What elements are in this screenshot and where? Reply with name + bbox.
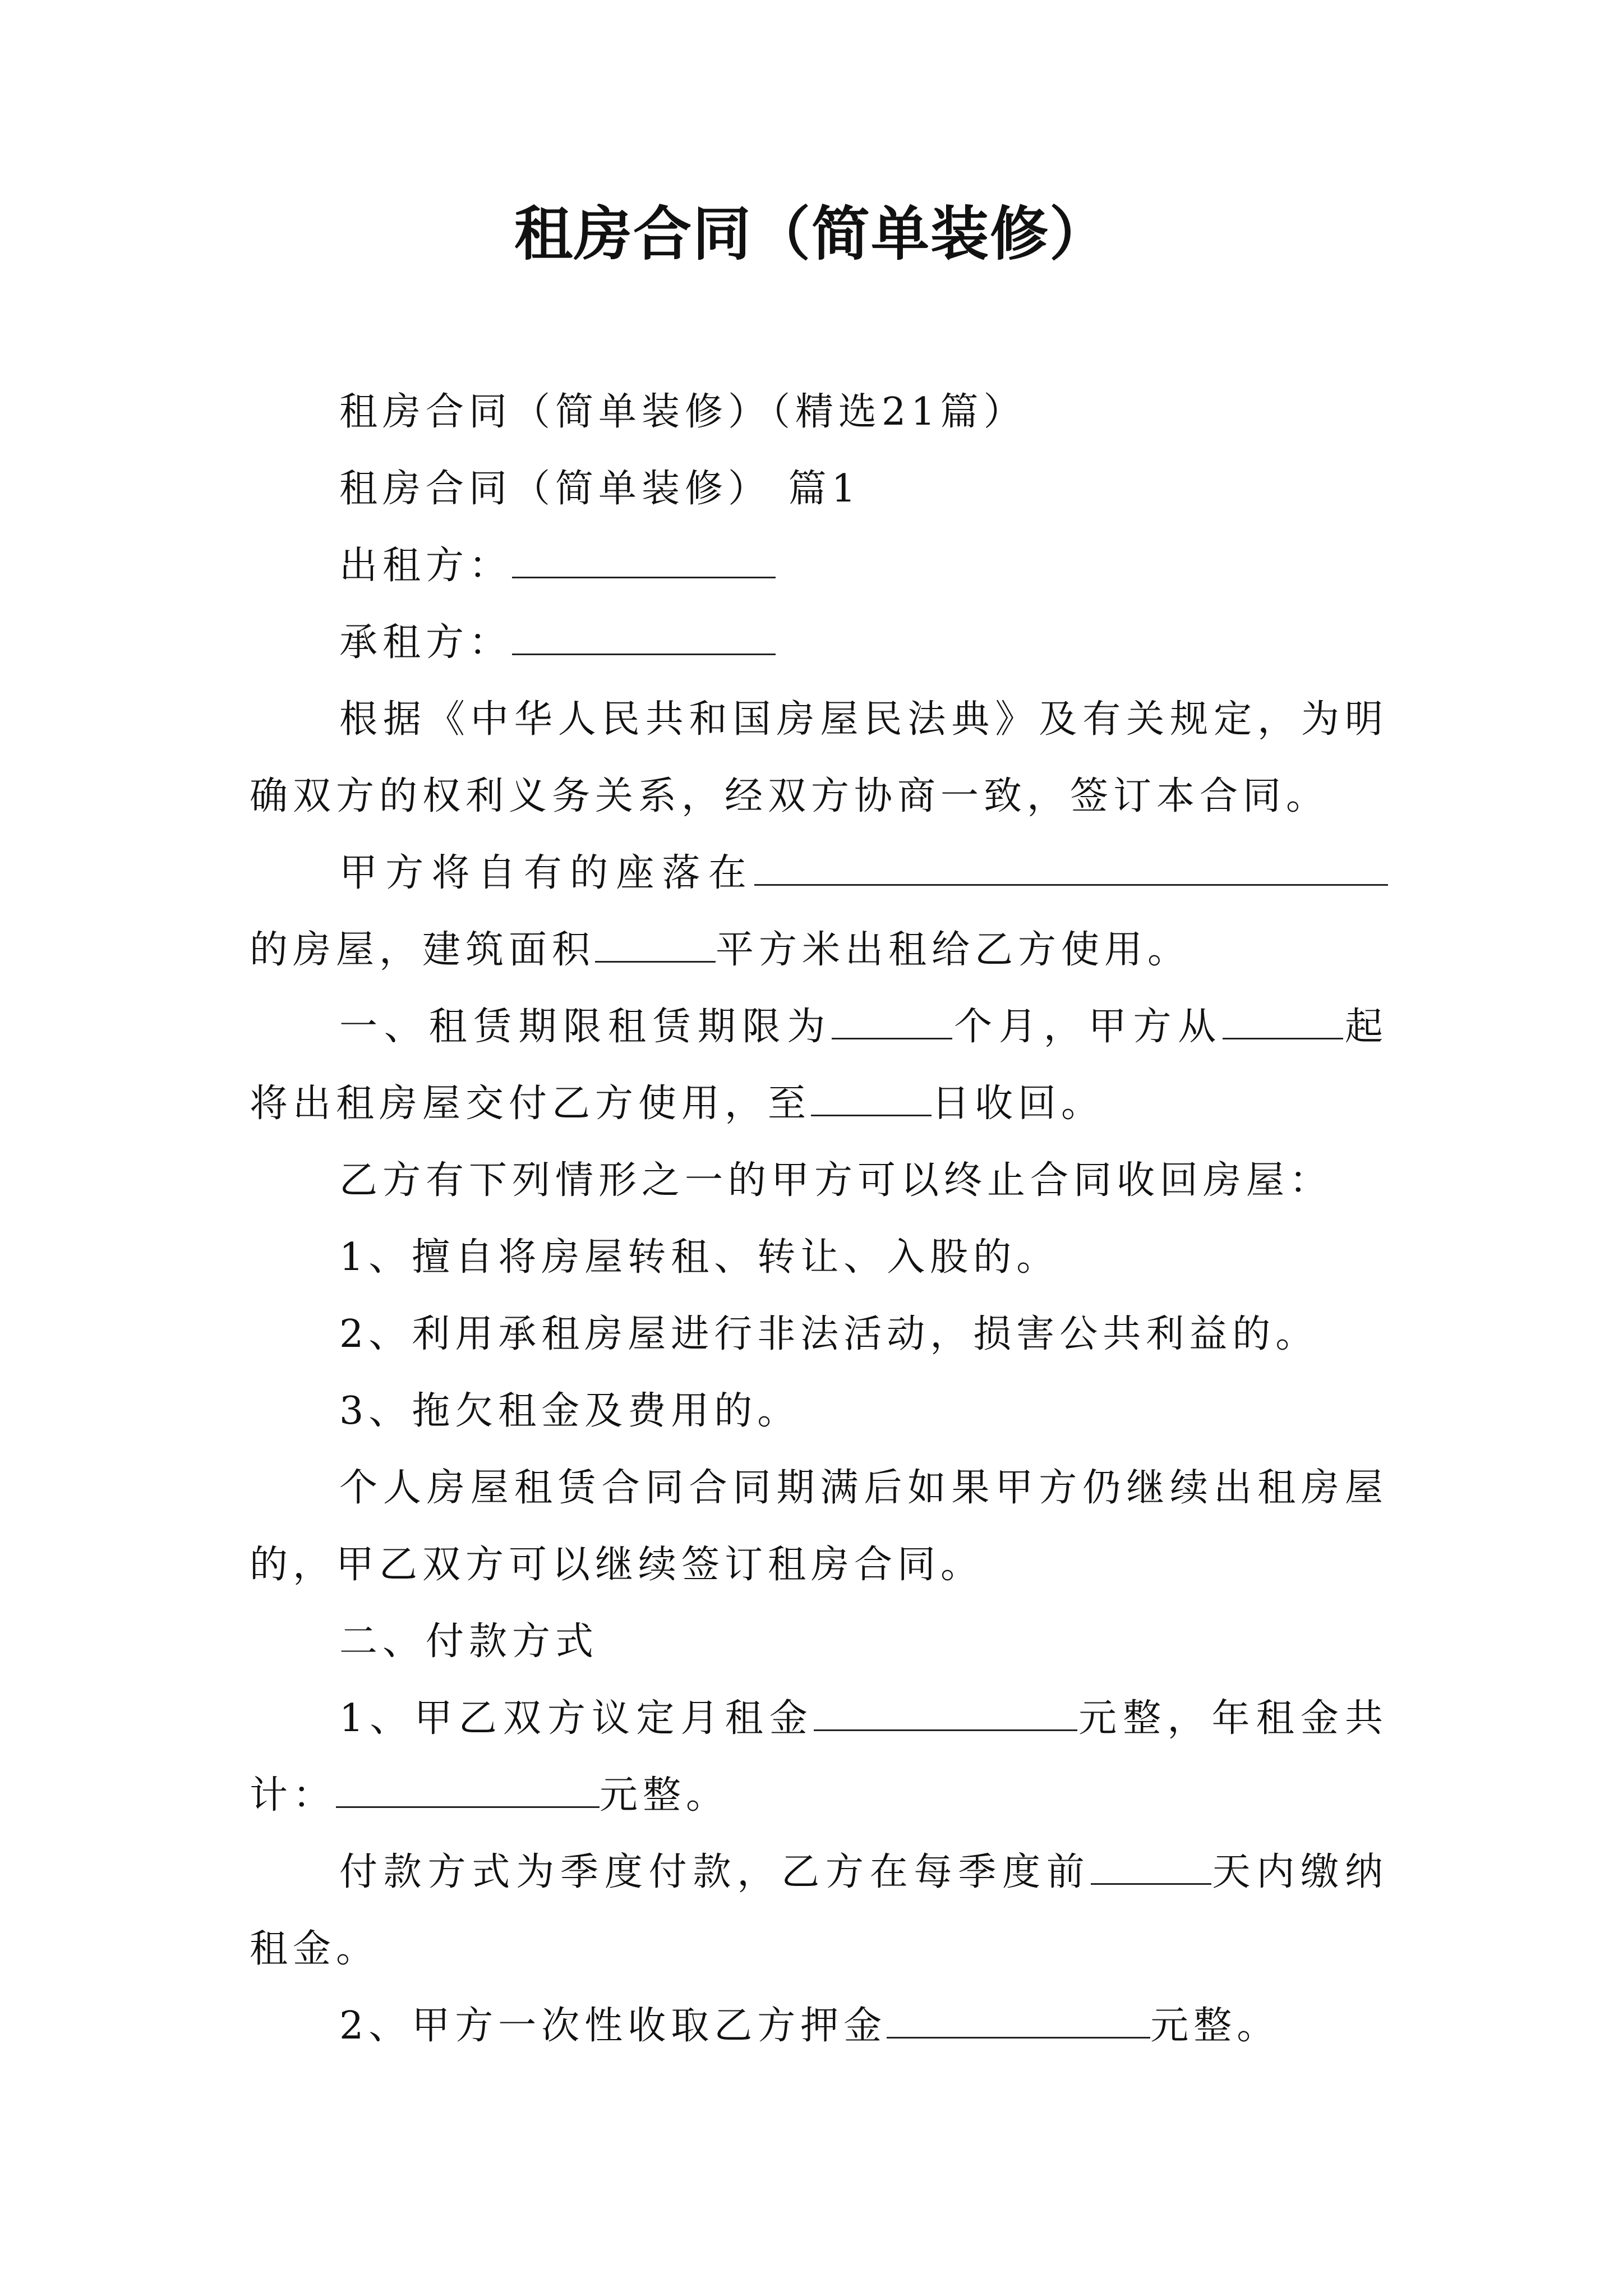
termination-item-2: 2、利用承租房屋进行非法活动，损害公共利益的。: [339, 1312, 1319, 1356]
termination-item-1: 1、擅自将房屋转租、转让、入股的。: [339, 1235, 1060, 1280]
subtitle-collection: 租房合同（简单装修）（精选21篇）: [339, 390, 1027, 434]
address-blank: [754, 853, 1388, 886]
payment-schedule-paragraph: 付款方式为季度付款，乙方在每季度前 天内缴纳租金。: [250, 1850, 1388, 1971]
intro-paragraph: 根据《中华人民共和国房屋民法典》及有关规定，为明确双方的权利义务关系，经双方协商一致，签订本合同。: [250, 697, 1388, 818]
renewal-paragraph: 个人房屋租赁合同合同期满后如果甲方仍继续出租房屋的，甲乙双方可以继续签订租房合同。: [250, 1466, 1388, 1587]
rent-paragraph: 1、甲乙双方议定月租金 元整，年租金共计： 元整。: [250, 1696, 1388, 1818]
start-date-blank: [1223, 1006, 1343, 1039]
lessee-blank: [512, 622, 776, 655]
months-blank: [832, 1006, 952, 1039]
lease-term-paragraph: 一、租赁期限租赁期限为 个月，甲方从 起将出租房屋交付乙方使用，至 日收回。: [250, 1005, 1388, 1126]
annual-rent-blank: [336, 1775, 600, 1808]
lessor-blank: [512, 545, 776, 578]
days-blank: [1091, 1852, 1211, 1885]
lessee-line: [250, 604, 1388, 681]
payment-heading: 二、付款方式: [339, 1619, 599, 1664]
end-date-blank: [811, 1083, 932, 1116]
termination-intro: 乙方有下列情形之一的甲方可以终止合同收回房屋：: [339, 1158, 1333, 1203]
section-heading: 租房合同（简单装修） 篇1: [339, 467, 861, 511]
lessee-label: 承租方：: [339, 620, 513, 665]
document-title: 租房合同（简单装修）: [514, 199, 1109, 268]
deposit-paragraph: 2、甲方一次性收取乙方押金 元整。: [339, 2004, 1280, 2048]
area-blank: [595, 930, 716, 963]
termination-item-3: 3、拖欠租金及费用的。: [339, 1389, 801, 1433]
property-paragraph: 甲方将自有的座落在的房屋，建筑面积 平方米出租给乙方使用。: [250, 835, 1388, 988]
lessor-line: [250, 527, 1388, 604]
lessor-label: 出租方：: [339, 544, 513, 588]
deposit-blank: [887, 2005, 1150, 2039]
monthly-rent-blank: [814, 1698, 1077, 1731]
